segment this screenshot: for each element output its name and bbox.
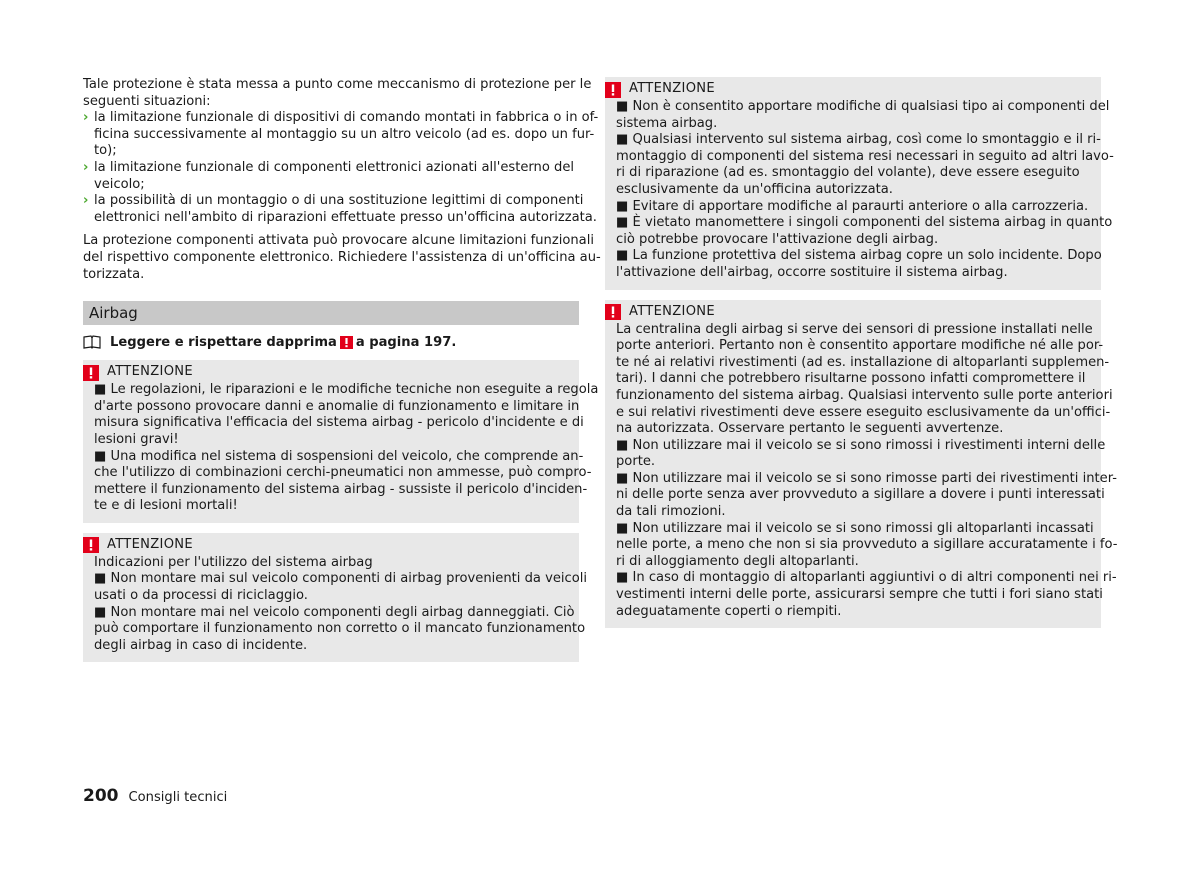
warning-box: ATTENZIONE La centralina degli airbag si serve dei sensori di pressione installati nelle porte anteriori. Pertanto non è consentito apportare modifiche né alle por- te né ai relativi rivestimenti (ad es. installazione di altoparlanti supplemen- tari). I danni che potrebbero risultarne possono infatti compromettere il funzionamento del sistema airbag. Qualsiasi intervento sulle porte anteriori e sui relativi rivestimenti deve essere eseguito esclusivamente da un'offici- na autorizzata. Osservare pertanto le seguenti avvertenze. ■ Non utilizzare mai il veicolo se si sono rimossi i rivestimenti interni delle porte. ■ Non utilizzare mai il veicolo se si sono rimosse parti dei rivestimenti inter- ni delle porte senza aver provveduto a sigillare a dovere i punti interessati da tali rimozioni. ■ Non utilizzare mai il veicolo se si sono rimossi gli altoparlanti incassati nelle porte, a meno che non si sia provveduto a sigillare accuratamente i fo- ri di alloggiamento degli altoparlanti. ■ In caso di montaggio di altoparlanti aggiuntivi o di altri componenti nei ri- vestimenti interni delle porte, assicurarsi sempre che tutti i fori siano stati adeguatamente coperti o riempiti. [605,300,1101,629]
warning-box: ATTENZIONE ■ Non è consentito apportare modifiche di qualsiasi tipo ai componenti del sistema airbag. ■ Qualsiasi intervento sul sistema airbag, così come lo smontaggio e il ri- montaggio di componenti del sistema resi necessari in seguito ad altri lavo- ri di riparazione (ad es. smontaggio del volante), deve essere eseguito esclusivamente da un'officina autorizzata. ■ Evitare di apportare modifiche al paraurti anteriore o alla carrozzeria. ■ È vietato manomettere i singoli componenti del sistema airbag in quanto ciò potrebbe provocare l'attivazione degli airbag. ■ La funzione protettiva del sistema airbag copre un solo incidente. Dopo l'attivazione dell'airbag, occorre sostituire il sistema airbag. [605,77,1101,290]
intro-paragraph: Tale protezione è stata messa a punto come meccanismo di protezione per le seguenti situazioni: [83,77,592,109]
book-icon [83,335,101,349]
warning-title: ATTENZIONE [107,364,193,380]
warning-header [605,81,1090,98]
page-number: 200 [83,786,119,806]
warning-icon [605,304,621,320]
chevron-right-icon: › [83,159,89,175]
right-column [605,77,1118,628]
warning-header [83,364,568,381]
warning-title: ATTENZIONE [629,303,715,319]
chapter-title: Consigli tecnici [128,790,228,805]
page-footer [83,786,227,806]
warning-header [83,537,568,554]
chevron-right-icon: › [83,110,89,126]
warning-box: ATTENZIONE Indicazioni per l'utilizzo del sistema airbag ■ Non montare mai sul veicolo componenti di airbag provenienti da veicoli usati o da processi di riciclaggio. ■ Non montare mai nel veicolo componenti degli airbag danneggiati. Ciò può comportare il funzionamento non corretto o il mancato funzionamento degli airbag in caso di incidente. [83,533,579,663]
list-item: › la limitazione funzionale di componenti elettronici azionati all'esterno del veicolo; [83,159,575,192]
list-item: › la possibilità di un montaggio o di una sostituzione legittimi di componenti elettronici nell'ambito di riparazioni effettuate presso un'officina autorizzata. [83,193,597,225]
warning-icon [605,82,621,98]
warning-title: ATTENZIONE [107,537,193,553]
section-heading: Airbag [83,301,579,325]
warning-icon [83,537,99,553]
component-protection-paragraph: La protezione componenti attivata può provocare alcune limitazioni funzionali del rispettivo componente elettronico. Richiedere l'assistenza di un'officina au- torizzata. [83,233,601,282]
warning-icon [340,336,353,349]
chevron-right-icon: › [83,193,89,209]
warning-header [605,304,1090,321]
warning-box: ATTENZIONE ■ Le regolazioni, le riparazioni e le modifiche tecniche non eseguite a regola d'arte possono provocare danni e anomalie di funzionamento e limitare in misura significativa l'efficacia del sistema airbag - pericolo d'incidente e di lesioni gravi! ■ Una modifica nel sistema di sospensioni del veicolo, che comprende an- che l'utilizzo di combinazioni cerchi-pneumatici non ammesse, può compro- mettere il funzionamento del sistema airbag - sussiste il pericolo d'inciden- te e di lesioni mortali! [83,360,579,523]
list-item: › la limitazione funzionale di dispositivi di comando montati in fabbrica o in of- ficina successivamente al montaggio su un altro veicolo (ad es. dopo un fur- to); [83,110,599,159]
reference-line: Leggere e rispettare dapprima a pagina 197. [83,333,579,351]
warning-icon [83,365,99,381]
left-column [83,77,601,662]
page-reference-link[interactable]: a pagina 197. [355,334,457,350]
warning-title: ATTENZIONE [629,81,715,97]
